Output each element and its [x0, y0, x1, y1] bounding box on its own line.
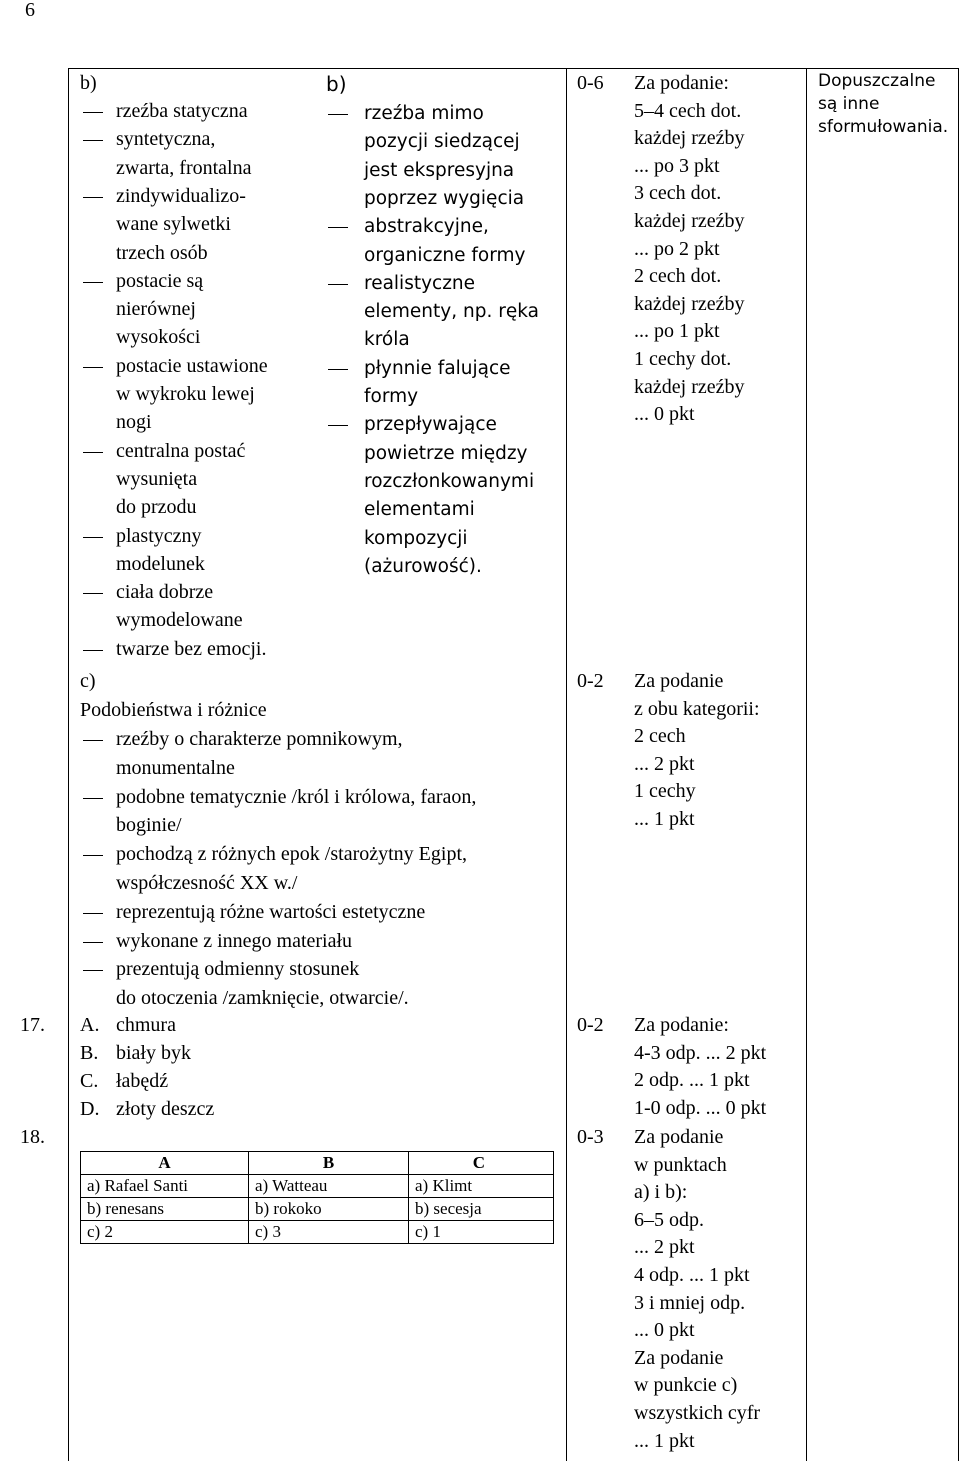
table-cell: b) rokoko [249, 1198, 409, 1221]
list-item: wysokości [116, 326, 201, 349]
list-dash [83, 855, 103, 856]
list-item: rzeźba statyczna [116, 100, 248, 122]
list-item: zindywidualizo- [116, 184, 246, 207]
list-dash [83, 367, 103, 368]
answer-text: łabędź [116, 1070, 169, 1092]
points-range: 0-2 [577, 670, 604, 692]
points-line: 4-3 odp. ... 2 pkt [634, 1041, 767, 1064]
points-line: 2 cech dot. [634, 265, 722, 288]
list-item: współczesność XX w./ [116, 872, 298, 894]
points-line: a) i b): [634, 1181, 688, 1204]
list-dash [83, 112, 103, 113]
answer-letter: B. [80, 1042, 99, 1064]
points-line: 4 odp. ... 1 pkt [634, 1264, 750, 1286]
list-item: monumentalne [116, 756, 235, 779]
list-item: realistyczne [364, 272, 476, 294]
answer-letter: A. [80, 1014, 100, 1036]
table-cell: b) secesja [409, 1198, 554, 1221]
list-dash [83, 593, 103, 594]
list-item: wysunięta [116, 467, 198, 490]
list-item: (ażurowość). [364, 555, 482, 577]
points-line: ... 0 pkt [634, 1319, 695, 1342]
list-item: centralna postać [116, 439, 246, 462]
list-item: powietrze między [364, 442, 528, 464]
points-line: każdej rzeźby [634, 292, 745, 315]
table-cell: c) 3 [249, 1221, 409, 1244]
points-range: 0-6 [577, 72, 604, 94]
points-line: każdej rzeźby [634, 127, 745, 150]
table-header-cell: C [409, 1152, 554, 1175]
points-line: ... 2 pkt [634, 1236, 695, 1259]
points-line: ... 2 pkt [634, 752, 695, 775]
list-dash [83, 740, 103, 741]
points-line: 1-0 odp. ... 0 pkt [634, 1096, 767, 1119]
column-divider-remarks [806, 68, 807, 1461]
points-line: ... po 3 pkt [634, 154, 720, 177]
remarks-line: Dopuszczalne [818, 71, 936, 91]
points-line: 6–5 odp. [634, 1208, 704, 1231]
list-dash [328, 425, 348, 426]
question-18-number: 18. [20, 1126, 45, 1148]
points-line: 3 cech dot. [634, 182, 722, 205]
list-item: w wykroku lewej [116, 383, 255, 405]
answer-letter: D. [80, 1098, 100, 1120]
points-line: Za podanie [634, 670, 724, 692]
table-row [81, 1221, 554, 1244]
column-divider-points [566, 68, 567, 1461]
list-dash [83, 197, 103, 198]
answer-b-label: b) [80, 72, 97, 94]
list-dash [83, 942, 103, 943]
list-item: postacie są [116, 269, 204, 292]
points-line: Za podanie: [634, 1014, 729, 1036]
list-dash [328, 227, 348, 228]
points-range: 0-2 [577, 1014, 604, 1036]
list-item: formy [364, 386, 419, 407]
points-line: 2 cech [634, 725, 686, 748]
list-item: wane sylwetki [116, 213, 231, 236]
table-header-row [81, 1152, 554, 1175]
list-item: twarze bez emocji. [116, 637, 267, 660]
points-line: 1 cechy [634, 780, 696, 803]
list-item: pochodzą z różnych epok /starożytny Egipt, [116, 843, 467, 866]
table-cell: c) 2 [81, 1221, 249, 1244]
answer-text: złoty deszcz [116, 1098, 215, 1120]
list-item: do otoczenia /zamknięcie, otwarcie/. [116, 987, 409, 1010]
table-header-cell: A [81, 1152, 249, 1175]
points-line: Za podanie [634, 1126, 724, 1148]
points-line: w punkcie c) [634, 1374, 738, 1397]
list-dash [83, 650, 103, 651]
list-item: pozycji siedzącej [364, 131, 520, 153]
list-item: rzeźba mimo [364, 103, 484, 124]
points-line: wszystkich cyfr [634, 1402, 761, 1424]
list-item: płynnie falujące [364, 357, 511, 379]
points-line: Za podanie [634, 1346, 724, 1369]
table-cell: a) Watteau [249, 1175, 409, 1198]
answer-text: chmura [116, 1014, 176, 1036]
list-item: króla [364, 329, 410, 351]
list-dash [328, 284, 348, 285]
list-item: reprezentują różne wartości estetyczne [116, 900, 426, 923]
list-item: przepływające [364, 414, 497, 436]
list-item: wykonane z innego materiału [116, 929, 353, 952]
list-dash [328, 369, 348, 370]
points-line: każdej rzeźby [634, 210, 745, 232]
list-item: rozczłonkowanymi [364, 470, 535, 492]
points-line: 2 odp. ... 1 pkt [634, 1069, 750, 1092]
answer-text: biały byk [116, 1042, 191, 1064]
list-item: prezentują odmienny stosunek [116, 958, 360, 981]
list-dash [83, 798, 103, 799]
list-dash [328, 114, 348, 115]
question-18-table [80, 1151, 554, 1244]
list-item: plastyczny [116, 524, 202, 547]
list-item: postacie ustawione [116, 354, 268, 377]
list-item: abstrakcyjne, [364, 216, 489, 238]
list-item: wymodelowane [116, 609, 243, 632]
list-item: boginie/ [116, 814, 182, 837]
points-line: ... 1 pkt [634, 808, 695, 830]
table-row [81, 1175, 554, 1198]
answer-b-label-right: b) [326, 72, 347, 96]
page-number: 6 [25, 0, 35, 21]
list-item: rzeźby o charakterze pomnikowym, [116, 728, 403, 750]
table-header-cell: B [249, 1152, 409, 1175]
list-dash [83, 913, 103, 914]
remarks-line: sformułowania. [818, 117, 949, 137]
list-item: kompozycji [364, 527, 468, 549]
list-item: zwarta, frontalna [116, 156, 252, 179]
list-item: do przodu [116, 496, 197, 519]
points-line: ... po 1 pkt [634, 320, 720, 343]
table-top-border [68, 68, 959, 69]
table-left-border [68, 68, 69, 1461]
remarks-line: są inne [818, 94, 880, 114]
table-cell: a) Rafael Santi [81, 1175, 249, 1198]
table-right-border [958, 68, 959, 1461]
points-range: 0-3 [577, 1126, 604, 1148]
list-dash [83, 537, 103, 538]
table-row [81, 1198, 554, 1221]
points-line: ... 1 pkt [634, 1429, 695, 1452]
list-item: syntetyczna, [116, 128, 216, 151]
answer-c-label: c) [80, 670, 96, 692]
list-dash [83, 970, 103, 971]
list-dash [83, 452, 103, 453]
points-line: 5–4 cech dot. [634, 99, 742, 122]
list-item: organiczne formy [364, 244, 526, 266]
points-line: ... 0 pkt [634, 403, 695, 426]
points-line: 3 i mniej odp. [634, 1291, 746, 1314]
answer-c-heading: Podobieństwa i różnice [80, 699, 267, 721]
list-item: jest ekspresyjna [364, 159, 515, 181]
table-cell: a) Klimt [409, 1175, 554, 1198]
points-line: ... po 2 pkt [634, 237, 720, 260]
list-item: podobne tematycznie /król i królowa, faraon, [116, 785, 477, 808]
list-item: elementy, np. ręka [364, 301, 539, 323]
question-17-number: 17. [20, 1014, 45, 1036]
list-item: modelunek [116, 552, 205, 575]
list-item: nogi [116, 411, 152, 434]
list-item: poprzez wygięcia [364, 187, 525, 209]
list-item: ciała dobrze [116, 581, 214, 604]
table-cell: b) renesans [81, 1198, 249, 1221]
list-item: nierównej [116, 298, 196, 321]
table-cell: c) 1 [409, 1221, 554, 1244]
points-line: Za podanie: [634, 72, 729, 94]
points-line: 1 cechy dot. [634, 348, 732, 370]
list-item: elementami [364, 499, 475, 521]
points-line: w punktach [634, 1153, 727, 1176]
list-item: trzech osób [116, 241, 208, 264]
points-line: każdej rzeźby [634, 375, 745, 398]
list-dash [83, 282, 103, 283]
list-dash [83, 140, 103, 141]
answer-letter: C. [80, 1070, 99, 1092]
points-line: z obu kategorii: [634, 697, 760, 720]
